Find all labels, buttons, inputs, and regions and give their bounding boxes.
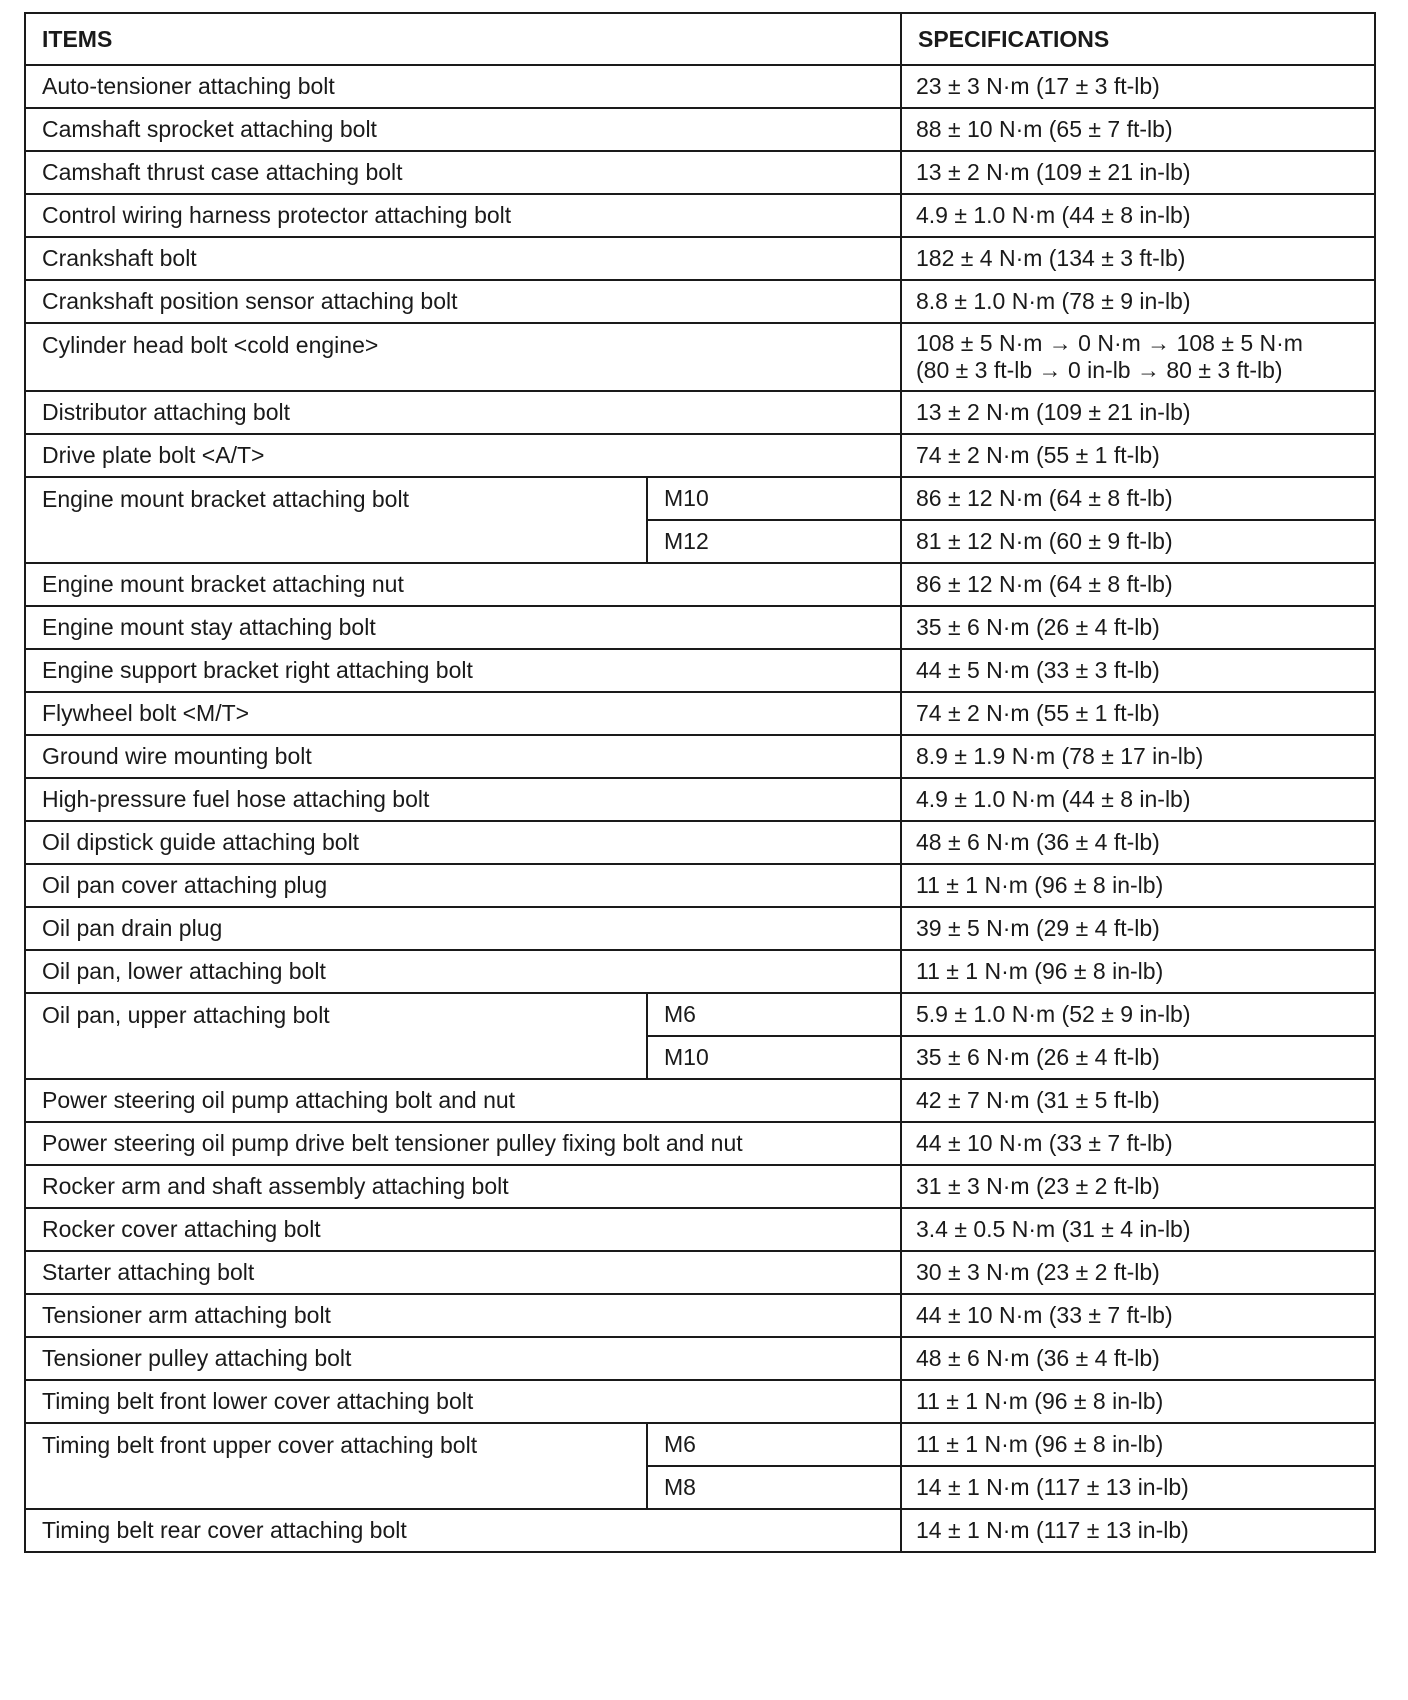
table-row [25, 1079, 1375, 1122]
spec-cell: 86 ± 12 N·m (64 ± 8 ft-lb) [901, 477, 1375, 520]
item-cell: Oil pan, upper attaching bolt [25, 993, 647, 1079]
table-row [25, 735, 1375, 778]
spec-line: 108 ± 5 N·m → 0 N·m → 108 ± 5 N·m [916, 330, 1303, 356]
item-cell: Drive plate bolt <A/T> [25, 434, 901, 477]
table-row [25, 692, 1375, 735]
item-cell: Camshaft sprocket attaching bolt [25, 108, 901, 151]
item-cell: Oil pan, lower attaching bolt [25, 950, 901, 993]
spec-cell: 81 ± 12 N·m (60 ± 9 ft-lb) [901, 520, 1375, 563]
spec-cell: 74 ± 2 N·m (55 ± 1 ft-lb) [901, 434, 1375, 477]
spec-cell: 30 ± 3 N·m (23 ± 2 ft-lb) [901, 1251, 1375, 1294]
spec-cell: 4.9 ± 1.0 N·m (44 ± 8 in-lb) [901, 778, 1375, 821]
table-row [25, 821, 1375, 864]
table-row [25, 1165, 1375, 1208]
spec-cell: 35 ± 6 N·m (26 ± 4 ft-lb) [901, 1036, 1375, 1079]
spec-cell: 44 ± 5 N·m (33 ± 3 ft-lb) [901, 649, 1375, 692]
table-header-row [25, 13, 1375, 65]
table-row [25, 1294, 1375, 1337]
spec-cell: 23 ± 3 N·m (17 ± 3 ft-lb) [901, 65, 1375, 108]
table-row [25, 907, 1375, 950]
item-cell: Engine mount bracket attaching bolt [25, 477, 647, 563]
table-row [25, 606, 1375, 649]
spec-cell: 42 ± 7 N·m (31 ± 5 ft-lb) [901, 1079, 1375, 1122]
spec-cell: 11 ± 1 N·m (96 ± 8 in-lb) [901, 1423, 1375, 1466]
table-row [25, 1337, 1375, 1380]
table-row [25, 237, 1375, 280]
item-cell: Engine support bracket right attaching bolt [25, 649, 901, 692]
table-row [25, 477, 1375, 520]
spec-cell [901, 323, 1375, 391]
bolt-size-cell: M8 [647, 1466, 901, 1509]
spec-cell: 182 ± 4 N·m (134 ± 3 ft-lb) [901, 237, 1375, 280]
table-row [25, 649, 1375, 692]
item-cell: Oil dipstick guide attaching bolt [25, 821, 901, 864]
item-cell: Rocker arm and shaft assembly attaching bolt [25, 1165, 901, 1208]
spec-cell: 8.9 ± 1.9 N·m (78 ± 17 in-lb) [901, 735, 1375, 778]
spec-cell: 13 ± 2 N·m (109 ± 21 in-lb) [901, 151, 1375, 194]
item-cell: Oil pan cover attaching plug [25, 864, 901, 907]
table-row [25, 280, 1375, 323]
spec-cell: 11 ± 1 N·m (96 ± 8 in-lb) [901, 864, 1375, 907]
spec-cell: 13 ± 2 N·m (109 ± 21 in-lb) [901, 391, 1375, 434]
bolt-size-cell: M6 [647, 1423, 901, 1466]
item-cell: Timing belt front upper cover attaching bolt [25, 1423, 647, 1509]
item-cell: Flywheel bolt <M/T> [25, 692, 901, 735]
spec-cell: 4.9 ± 1.0 N·m (44 ± 8 in-lb) [901, 194, 1375, 237]
table-row [25, 65, 1375, 108]
spec-cell: 39 ± 5 N·m (29 ± 4 ft-lb) [901, 907, 1375, 950]
spec-cell: 44 ± 10 N·m (33 ± 7 ft-lb) [901, 1122, 1375, 1165]
item-cell: Starter attaching bolt [25, 1251, 901, 1294]
item-cell: Power steering oil pump attaching bolt and nut [25, 1079, 901, 1122]
item-cell: Engine mount bracket attaching nut [25, 563, 901, 606]
spec-line: (80 ± 3 ft-lb → 0 in-lb → 80 ± 3 ft-lb) [916, 357, 1283, 383]
table-row [25, 1380, 1375, 1423]
bolt-size-cell: M10 [647, 477, 901, 520]
table-row [25, 1423, 1375, 1466]
spec-cell: 11 ± 1 N·m (96 ± 8 in-lb) [901, 950, 1375, 993]
item-cell: Engine mount stay attaching bolt [25, 606, 901, 649]
table-row [25, 864, 1375, 907]
table-row [25, 950, 1375, 993]
table-row [25, 563, 1375, 606]
items-column-header: ITEMS [25, 13, 901, 65]
table-row [25, 1251, 1375, 1294]
bolt-size-cell: M6 [647, 993, 901, 1036]
table-row [25, 108, 1375, 151]
table-row [25, 434, 1375, 477]
table-body [25, 65, 1375, 1552]
spec-cell: 3.4 ± 0.5 N·m (31 ± 4 in-lb) [901, 1208, 1375, 1251]
item-cell: Power steering oil pump drive belt tensioner pulley fixing bolt and nut [25, 1122, 901, 1165]
table-row [25, 993, 1375, 1036]
spec-cell: 31 ± 3 N·m (23 ± 2 ft-lb) [901, 1165, 1375, 1208]
item-cell: Crankshaft position sensor attaching bolt [25, 280, 901, 323]
table-row [25, 391, 1375, 434]
item-cell: Auto-tensioner attaching bolt [25, 65, 901, 108]
item-cell: Tensioner arm attaching bolt [25, 1294, 901, 1337]
item-cell: Distributor attaching bolt [25, 391, 901, 434]
table-row [25, 1122, 1375, 1165]
table-row [25, 1509, 1375, 1552]
specifications-column-header: SPECIFICATIONS [901, 13, 1375, 65]
table-row [25, 778, 1375, 821]
item-cell: High-pressure fuel hose attaching bolt [25, 778, 901, 821]
spec-cell: 48 ± 6 N·m (36 ± 4 ft-lb) [901, 821, 1375, 864]
spec-cell: 35 ± 6 N·m (26 ± 4 ft-lb) [901, 606, 1375, 649]
spec-cell: 14 ± 1 N·m (117 ± 13 in-lb) [901, 1509, 1375, 1552]
item-cell: Ground wire mounting bolt [25, 735, 901, 778]
spec-cell: 86 ± 12 N·m (64 ± 8 ft-lb) [901, 563, 1375, 606]
spec-cell: 74 ± 2 N·m (55 ± 1 ft-lb) [901, 692, 1375, 735]
table-row [25, 1208, 1375, 1251]
table-row [25, 194, 1375, 237]
item-cell: Camshaft thrust case attaching bolt [25, 151, 901, 194]
item-cell: Oil pan drain plug [25, 907, 901, 950]
bolt-size-cell: M12 [647, 520, 901, 563]
item-cell: Cylinder head bolt <cold engine> [25, 323, 901, 391]
spec-cell: 11 ± 1 N·m (96 ± 8 in-lb) [901, 1380, 1375, 1423]
item-cell: Timing belt rear cover attaching bolt [25, 1509, 901, 1552]
table-row [25, 323, 1375, 391]
spec-cell: 8.8 ± 1.0 N·m (78 ± 9 in-lb) [901, 280, 1375, 323]
bolt-size-cell: M10 [647, 1036, 901, 1079]
torque-spec-table [24, 12, 1376, 1553]
item-cell: Rocker cover attaching bolt [25, 1208, 901, 1251]
item-cell: Crankshaft bolt [25, 237, 901, 280]
spec-cell: 44 ± 10 N·m (33 ± 7 ft-lb) [901, 1294, 1375, 1337]
item-cell: Control wiring harness protector attaching bolt [25, 194, 901, 237]
item-cell: Tensioner pulley attaching bolt [25, 1337, 901, 1380]
spec-cell: 88 ± 10 N·m (65 ± 7 ft-lb) [901, 108, 1375, 151]
table-row [25, 151, 1375, 194]
spec-cell: 14 ± 1 N·m (117 ± 13 in-lb) [901, 1466, 1375, 1509]
spec-cell: 5.9 ± 1.0 N·m (52 ± 9 in-lb) [901, 993, 1375, 1036]
spec-cell: 48 ± 6 N·m (36 ± 4 ft-lb) [901, 1337, 1375, 1380]
item-cell: Timing belt front lower cover attaching bolt [25, 1380, 901, 1423]
